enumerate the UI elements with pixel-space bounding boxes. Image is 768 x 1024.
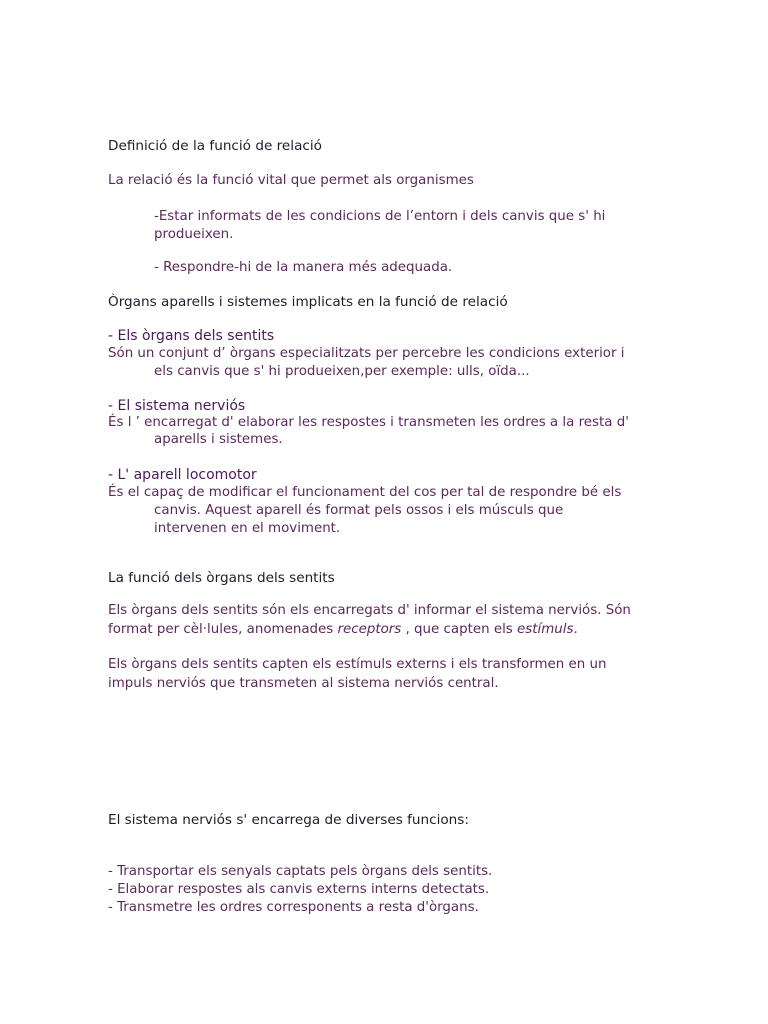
nervios-line-2: aparells i sistemes. bbox=[154, 432, 283, 447]
heading-sistema-nervios: El sistema nerviós s' encarrega de diverses funcions: bbox=[108, 812, 469, 828]
heading-definicio: Definició de la funció de relació bbox=[108, 138, 322, 154]
list-item: - Transportar els senyals captats pels òrgans dels sentits. bbox=[108, 864, 493, 879]
subheading-locomotor: - L' aparell locomotor bbox=[108, 467, 257, 483]
paragraph-1-text-b: , que capten els bbox=[401, 622, 518, 637]
list-item: - Transmetre les ordres corresponents a resta d'òrgans. bbox=[108, 900, 479, 915]
bullet-1-line-2: produeixen. bbox=[154, 227, 234, 242]
paragraph-1-text-a: format per cèl·lules, anomenades bbox=[108, 622, 338, 637]
locomotor-line-1: És el capaç de modificar el funcionament del cos per tal de respondre bé els bbox=[108, 485, 622, 500]
list-item: - Elaborar respostes als canvis externs interns detectats. bbox=[108, 882, 490, 897]
subheading-nervios: - El sistema nerviós bbox=[108, 398, 246, 414]
bullet-2: - Respondre-hi de la manera més adequada. bbox=[154, 260, 453, 275]
locomotor-line-2: canvis. Aquest aparell és format pels ossos i els músculs que bbox=[154, 503, 564, 518]
paragraph-2-line-1: Els òrgans dels sentits capten els estímuls externs i els transformen en un bbox=[108, 657, 607, 672]
paragraph-2-line-2: impuls nerviós que transmeten al sistema nerviós central. bbox=[108, 676, 499, 691]
estimuls-term: estímuls bbox=[517, 622, 574, 637]
bullet-1-line-1: -Estar informats de les condicions de l’entorn i dels canvis que s' hi bbox=[154, 209, 606, 224]
paragraph-1-text-c: . bbox=[573, 622, 578, 637]
paragraph-1-line-2 bbox=[108, 621, 643, 639]
heading-organs: Òrgans aparells i sistemes implicats en la funció de relació bbox=[108, 294, 508, 310]
receptors-term: receptors bbox=[337, 622, 402, 637]
heading-funcio-sentits: La funció dels òrgans dels sentits bbox=[108, 570, 335, 586]
subheading-sentits: - Els òrgans dels sentits bbox=[108, 328, 275, 344]
intro-text: La relació és la funció vital que permet als organismes bbox=[108, 173, 474, 188]
sentits-line-2: els canvis que s' hi produeixen,per exemple: ulls, oïda... bbox=[154, 364, 530, 379]
locomotor-line-3: intervenen en el moviment. bbox=[154, 521, 341, 536]
nervios-line-1: És l ’ encarregat d' elaborar les respostes i transmeten les ordres a la resta d' bbox=[108, 415, 629, 430]
sentits-line-1: Són un conjunt d’ òrgans especialitzats per percebre les condicions exterior i bbox=[108, 346, 625, 361]
paragraph-1-line-1: Els òrgans dels sentits són els encarregats d' informar el sistema nerviós. Són bbox=[108, 603, 631, 618]
